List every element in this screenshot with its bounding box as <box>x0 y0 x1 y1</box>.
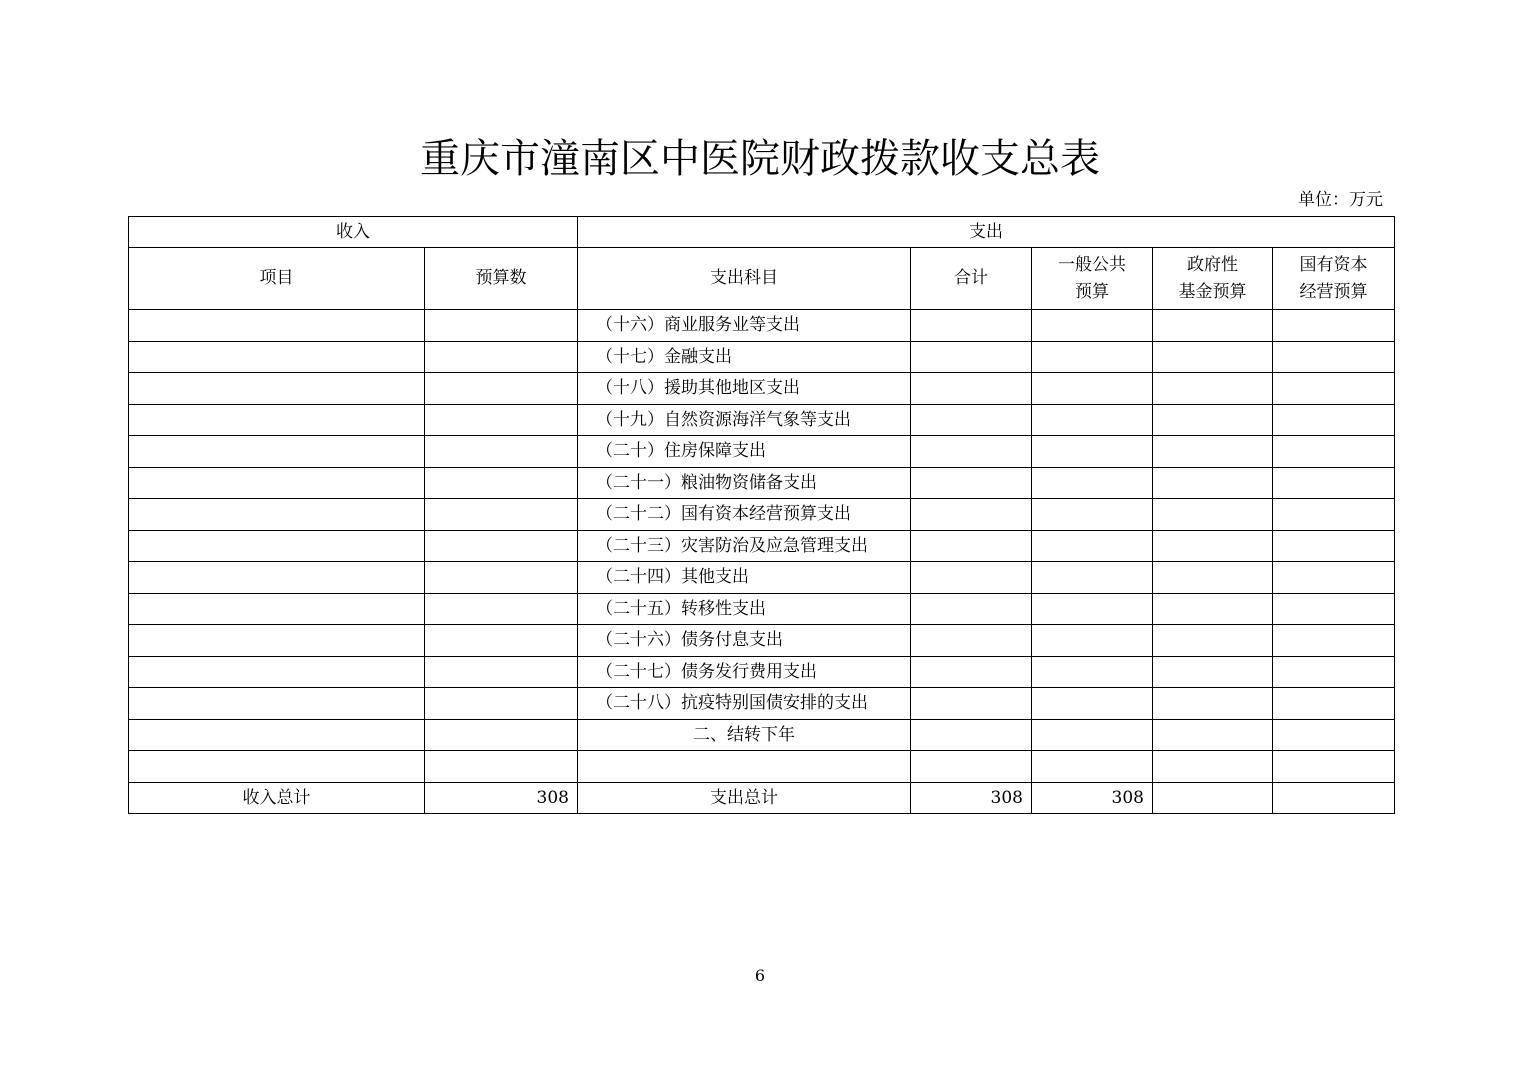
state-capital-total-value <box>1273 782 1395 814</box>
unit-label: 单位：万元 <box>1298 190 1383 210</box>
state-capital-cell <box>1273 562 1395 594</box>
income-budget-cell <box>425 562 578 594</box>
header-state-capital-line1: 国有资本 <box>1299 254 1368 275</box>
expense-section-header: 支出 <box>578 217 1395 248</box>
general-public-cell <box>1032 751 1153 783</box>
gov-fund-cell <box>1153 656 1273 688</box>
gov-fund-cell <box>1153 467 1273 499</box>
header-total: 合计 <box>911 248 1032 310</box>
gov-fund-total-value <box>1153 782 1273 814</box>
expense-total-cell <box>911 404 1032 436</box>
budget-table <box>128 216 1395 814</box>
income-total-label: 收入总计 <box>129 782 425 814</box>
header-general-public-line1: 一般公共 <box>1058 254 1126 275</box>
expense-subject-cell: （二十七）债务发行费用支出 <box>578 656 911 688</box>
expense-total-cell <box>911 625 1032 657</box>
expense-subject-cell: （二十三）灾害防治及应急管理支出 <box>578 530 911 562</box>
table-row <box>129 373 1395 405</box>
state-capital-cell <box>1273 656 1395 688</box>
expense-subject-cell: （二十四）其他支出 <box>578 562 911 594</box>
income-item-cell <box>129 719 425 751</box>
table-row <box>129 593 1395 625</box>
income-total-value: 308 <box>425 782 578 814</box>
expense-total-cell <box>911 436 1032 468</box>
state-capital-cell <box>1273 625 1395 657</box>
expense-subject-cell: （二十）住房保障支出 <box>578 436 911 468</box>
gov-fund-cell <box>1153 341 1273 373</box>
table-row <box>129 751 1395 783</box>
gov-fund-cell <box>1153 562 1273 594</box>
general-public-cell <box>1032 562 1153 594</box>
table-row <box>129 436 1395 468</box>
income-budget-cell <box>425 656 578 688</box>
table-row <box>129 625 1395 657</box>
header-gov-fund <box>1153 248 1273 310</box>
expense-total-cell <box>911 341 1032 373</box>
expense-total-cell <box>911 499 1032 531</box>
expense-subject-cell: 二、结转下年 <box>578 719 911 751</box>
state-capital-cell <box>1273 341 1395 373</box>
general-public-cell <box>1032 499 1153 531</box>
income-item-cell <box>129 404 425 436</box>
table-row <box>129 656 1395 688</box>
state-capital-cell <box>1273 593 1395 625</box>
income-budget-cell <box>425 341 578 373</box>
state-capital-cell <box>1273 436 1395 468</box>
expense-total-cell <box>911 593 1032 625</box>
gov-fund-cell <box>1153 404 1273 436</box>
income-item-cell <box>129 436 425 468</box>
expense-subject-cell: （二十五）转移性支出 <box>578 593 911 625</box>
expense-total-cell <box>911 310 1032 342</box>
expense-total-cell <box>911 719 1032 751</box>
gov-fund-cell <box>1153 625 1273 657</box>
state-capital-cell <box>1273 467 1395 499</box>
income-budget-cell <box>425 310 578 342</box>
general-public-cell <box>1032 373 1153 405</box>
gov-fund-cell <box>1153 751 1273 783</box>
expense-total-cell <box>911 656 1032 688</box>
page-title: 重庆市潼南区中医院财政拨款收支总表 <box>420 136 1100 182</box>
income-section-header: 收入 <box>129 217 578 248</box>
expense-subject-cell: （二十六）债务付息支出 <box>578 625 911 657</box>
expense-subject-cell: （二十二）国有资本经营预算支出 <box>578 499 911 531</box>
general-public-cell <box>1032 593 1153 625</box>
gov-fund-cell <box>1153 593 1273 625</box>
gov-fund-cell <box>1153 373 1273 405</box>
header-item: 项目 <box>129 248 425 310</box>
table-row <box>129 499 1395 531</box>
state-capital-cell <box>1273 719 1395 751</box>
general-public-cell <box>1032 719 1153 751</box>
income-budget-cell <box>425 688 578 720</box>
income-item-cell <box>129 499 425 531</box>
section-header-row <box>129 217 1395 248</box>
column-header-row <box>129 248 1395 310</box>
expense-subject-cell: （二十一）粮油物资储备支出 <box>578 467 911 499</box>
expense-total-cell <box>911 562 1032 594</box>
table-row <box>129 688 1395 720</box>
income-item-cell <box>129 562 425 594</box>
expense-total-cell <box>911 751 1032 783</box>
income-item-cell <box>129 656 425 688</box>
income-budget-cell <box>425 625 578 657</box>
header-gov-fund-line1: 政府性 <box>1187 254 1238 275</box>
general-public-cell <box>1032 656 1153 688</box>
header-expense-subject: 支出科目 <box>578 248 911 310</box>
page-number: 6 <box>754 966 766 985</box>
expense-subject-cell: （十八）援助其他地区支出 <box>578 373 911 405</box>
income-budget-cell <box>425 530 578 562</box>
expense-total-cell <box>911 467 1032 499</box>
state-capital-cell <box>1273 310 1395 342</box>
income-budget-cell <box>425 467 578 499</box>
income-item-cell <box>129 593 425 625</box>
expense-subject-cell: （十六）商业服务业等支出 <box>578 310 911 342</box>
general-public-cell <box>1032 467 1153 499</box>
expense-subject-cell: （二十八）抗疫特别国债安排的支出 <box>578 688 911 720</box>
header-general-public-line2: 预算 <box>1075 281 1109 302</box>
income-item-cell <box>129 467 425 499</box>
expense-total-label: 支出总计 <box>578 782 911 814</box>
total-row <box>129 782 1395 814</box>
general-public-cell <box>1032 404 1153 436</box>
general-public-cell <box>1032 436 1153 468</box>
income-budget-cell <box>425 593 578 625</box>
state-capital-cell <box>1273 499 1395 531</box>
state-capital-cell <box>1273 404 1395 436</box>
general-public-cell <box>1032 625 1153 657</box>
income-budget-cell <box>425 499 578 531</box>
table-row <box>129 719 1395 751</box>
gov-fund-cell <box>1153 310 1273 342</box>
expense-total-cell <box>911 688 1032 720</box>
gov-fund-cell <box>1153 436 1273 468</box>
header-state-capital-line2: 经营预算 <box>1299 281 1368 302</box>
income-budget-cell <box>425 719 578 751</box>
state-capital-cell <box>1273 751 1395 783</box>
gov-fund-cell <box>1153 719 1273 751</box>
gov-fund-cell <box>1153 499 1273 531</box>
gov-fund-cell <box>1153 530 1273 562</box>
gov-fund-cell <box>1153 688 1273 720</box>
income-item-cell <box>129 688 425 720</box>
income-item-cell <box>129 310 425 342</box>
table-row <box>129 341 1395 373</box>
general-public-cell <box>1032 688 1153 720</box>
expense-subject-cell <box>578 751 911 783</box>
income-item-cell <box>129 341 425 373</box>
income-item-cell <box>129 373 425 405</box>
table-row <box>129 530 1395 562</box>
table-row <box>129 562 1395 594</box>
income-item-cell <box>129 625 425 657</box>
state-capital-cell <box>1273 373 1395 405</box>
income-budget-cell <box>425 404 578 436</box>
expense-subject-cell: （十七）金融支出 <box>578 341 911 373</box>
general-public-cell <box>1032 310 1153 342</box>
state-capital-cell <box>1273 688 1395 720</box>
header-gov-fund-line2: 基金预算 <box>1178 281 1247 302</box>
state-capital-cell <box>1273 530 1395 562</box>
income-budget-cell <box>425 436 578 468</box>
header-budget: 预算数 <box>425 248 578 310</box>
income-item-cell <box>129 751 425 783</box>
general-public-cell <box>1032 530 1153 562</box>
table-row <box>129 467 1395 499</box>
income-budget-cell <box>425 751 578 783</box>
expense-total-value: 308 <box>911 782 1032 814</box>
table-row <box>129 310 1395 342</box>
header-general-public <box>1032 248 1153 310</box>
general-public-total-value: 308 <box>1032 782 1153 814</box>
expense-subject-cell: （十九）自然资源海洋气象等支出 <box>578 404 911 436</box>
general-public-cell <box>1032 341 1153 373</box>
income-item-cell <box>129 530 425 562</box>
table-row <box>129 404 1395 436</box>
expense-total-cell <box>911 373 1032 405</box>
header-state-capital <box>1273 248 1395 310</box>
income-budget-cell <box>425 373 578 405</box>
expense-total-cell <box>911 530 1032 562</box>
